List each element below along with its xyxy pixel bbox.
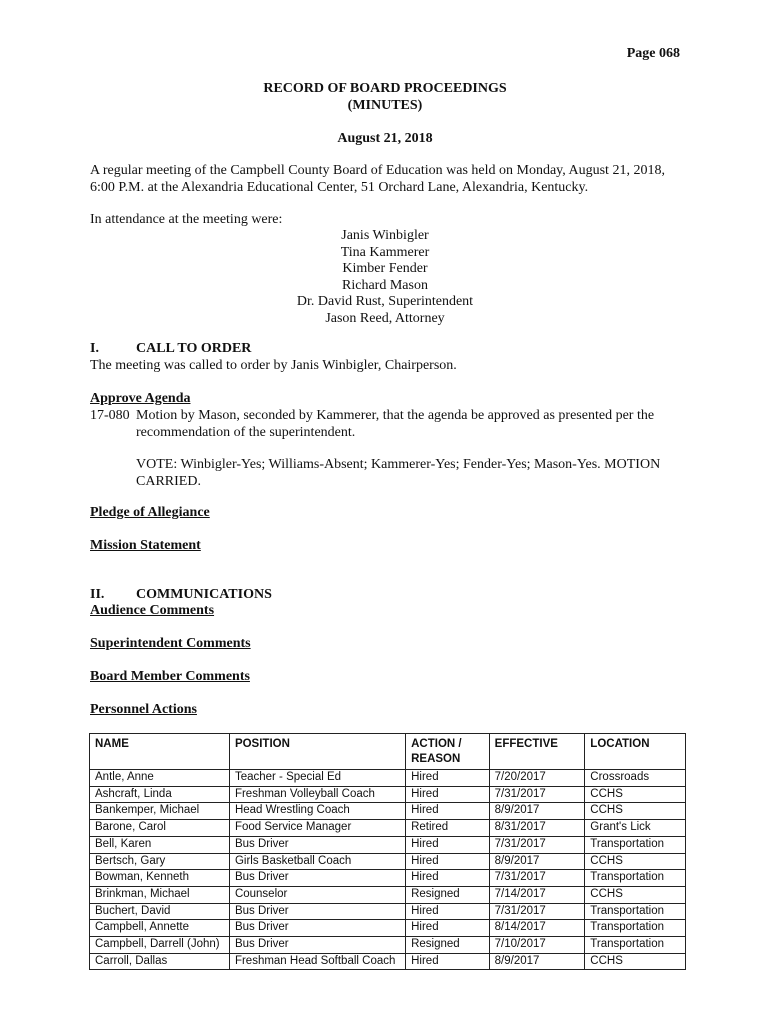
effective-cell: 7/20/2017 (489, 770, 585, 787)
table-row (90, 903, 686, 920)
pledge-heading: Pledge of Allegiance (90, 505, 210, 520)
effective-cell: 8/9/2017 (489, 803, 585, 820)
location-cell: Transportation (585, 937, 686, 954)
table-row (90, 870, 686, 887)
page-number: Page 068 (626, 46, 680, 61)
action-cell: Hired (406, 903, 490, 920)
name-cell: Bell, Karen (90, 836, 230, 853)
section-title: CALL TO ORDER (136, 341, 252, 356)
attendee: Kimber Fender (342, 261, 428, 276)
effective-cell: 8/9/2017 (489, 953, 585, 970)
intro-paragraph: A regular meeting of the Campbell County Board of Education was held on Monday, August 21, 2018, 6:00 P.M. at the Alexandria Educational Center, 51 Orchard Lane, Alexandria, Kentucky. (90, 163, 665, 195)
location-cell: Grant's Lick (585, 820, 686, 837)
position-cell: Freshman Volleyball Coach (229, 786, 405, 803)
effective-cell: 7/31/2017 (489, 836, 585, 853)
location-cell: CCHS (585, 953, 686, 970)
document-title: RECORD OF BOARD PROCEEDINGS (263, 81, 507, 96)
column-header-location: LOCATION (585, 734, 686, 770)
location-cell: Crossroads (585, 770, 686, 787)
table-row (90, 836, 686, 853)
name-cell: Bowman, Kenneth (90, 870, 230, 887)
table-row (90, 820, 686, 837)
position-cell: Bus Driver (229, 937, 405, 954)
table-row (90, 920, 686, 937)
location-cell: CCHS (585, 853, 686, 870)
position-cell: Teacher - Special Ed (229, 770, 405, 787)
location-cell: CCHS (585, 786, 686, 803)
call-to-order-text: The meeting was called to order by Janis Winbigler, Chairperson. (90, 358, 457, 373)
table-row (90, 853, 686, 870)
section-number: II. (90, 587, 105, 602)
action-cell: Hired (406, 953, 490, 970)
document-subtitle: (MINUTES) (347, 98, 423, 113)
personnel-table (89, 733, 686, 970)
action-cell: Resigned (406, 937, 490, 954)
personnel-actions-heading: Personnel Actions (90, 702, 197, 717)
position-cell: Food Service Manager (229, 820, 405, 837)
name-cell: Campbell, Darrell (John) (90, 937, 230, 954)
attendee: Jason Reed, Attorney (325, 310, 445, 326)
effective-cell: 8/31/2017 (489, 820, 585, 837)
table-row (90, 786, 686, 803)
location-cell: Transportation (585, 920, 686, 937)
effective-cell: 7/31/2017 (489, 903, 585, 920)
location-cell: Transportation (585, 836, 686, 853)
board-member-comments-heading: Board Member Comments (90, 669, 250, 684)
position-cell: Freshman Head Softball Coach (229, 953, 405, 970)
action-cell: Hired (406, 870, 490, 887)
action-cell: Hired (406, 770, 490, 787)
attendee-list (0, 228, 770, 327)
column-header-effective: EFFECTIVE (489, 734, 585, 770)
vote-result: VOTE: Winbigler-Yes; Williams-Absent; Kammerer-Yes; Fender-Yes; Mason-Yes. MOTION CARRIED. (136, 457, 661, 489)
name-cell: Bankemper, Michael (90, 803, 230, 820)
position-cell: Counselor (229, 886, 405, 903)
effective-cell: 8/14/2017 (489, 920, 585, 937)
position-cell: Head Wrestling Coach (229, 803, 405, 820)
action-cell: Hired (406, 803, 490, 820)
name-cell: Carroll, Dallas (90, 953, 230, 970)
table-body (90, 770, 686, 970)
action-cell: Hired (406, 853, 490, 870)
attendee: Tina Kammerer (340, 244, 430, 260)
column-header-name: NAME (90, 734, 230, 770)
attendance-label: In attendance at the meeting were: (90, 212, 283, 227)
name-cell: Bertsch, Gary (90, 853, 230, 870)
action-cell: Hired (406, 836, 490, 853)
attendee: Dr. David Rust, Superintendent (296, 294, 474, 309)
location-cell: Transportation (585, 903, 686, 920)
approve-agenda-heading: Approve Agenda (90, 391, 191, 406)
position-cell: Girls Basketball Coach (229, 853, 405, 870)
attendee: Janis Winbigler (341, 228, 429, 243)
table-row (90, 953, 686, 970)
location-cell: Transportation (585, 870, 686, 887)
meeting-date: August 21, 2018 (337, 131, 433, 146)
position-cell: Bus Driver (229, 903, 405, 920)
action-cell: Resigned (406, 886, 490, 903)
table-header-row (90, 734, 686, 770)
effective-cell: 7/14/2017 (489, 886, 585, 903)
action-cell: Retired (406, 820, 490, 837)
table-row (90, 803, 686, 820)
motion-text: Motion by Mason, seconded by Kammerer, that the agenda be approved as presented per the recommendation of the superintendent. (136, 408, 655, 440)
name-cell: Brinkman, Michael (90, 886, 230, 903)
motion-item (90, 407, 690, 441)
column-header-action: ACTION / REASON (406, 734, 490, 770)
name-cell: Antle, Anne (90, 770, 230, 787)
position-cell: Bus Driver (229, 836, 405, 853)
effective-cell: 7/31/2017 (489, 870, 585, 887)
section-communications (90, 587, 272, 603)
name-cell: Buchert, David (90, 903, 230, 920)
name-cell: Barone, Carol (90, 820, 230, 837)
name-cell: Ashcraft, Linda (90, 786, 230, 803)
table-row (90, 937, 686, 954)
action-cell: Hired (406, 786, 490, 803)
effective-cell: 7/10/2017 (489, 937, 585, 954)
location-cell: CCHS (585, 886, 686, 903)
audience-comments-heading: Audience Comments (90, 603, 215, 618)
location-cell: CCHS (585, 803, 686, 820)
effective-cell: 8/9/2017 (489, 853, 585, 870)
column-header-position: POSITION (229, 734, 405, 770)
table-row (90, 886, 686, 903)
effective-cell: 7/31/2017 (489, 786, 585, 803)
section-call-to-order (90, 341, 251, 357)
position-cell: Bus Driver (229, 870, 405, 887)
section-title: COMMUNICATIONS (136, 587, 272, 602)
name-cell: Campbell, Annette (90, 920, 230, 937)
attendee: Richard Mason (342, 277, 428, 293)
section-number: I. (90, 341, 99, 356)
action-cell: Hired (406, 920, 490, 937)
mission-heading: Mission Statement (90, 538, 201, 553)
superintendent-comments-heading: Superintendent Comments (90, 636, 251, 651)
table-row (90, 770, 686, 787)
position-cell: Bus Driver (229, 920, 405, 937)
motion-number: 17-080 (90, 408, 130, 423)
